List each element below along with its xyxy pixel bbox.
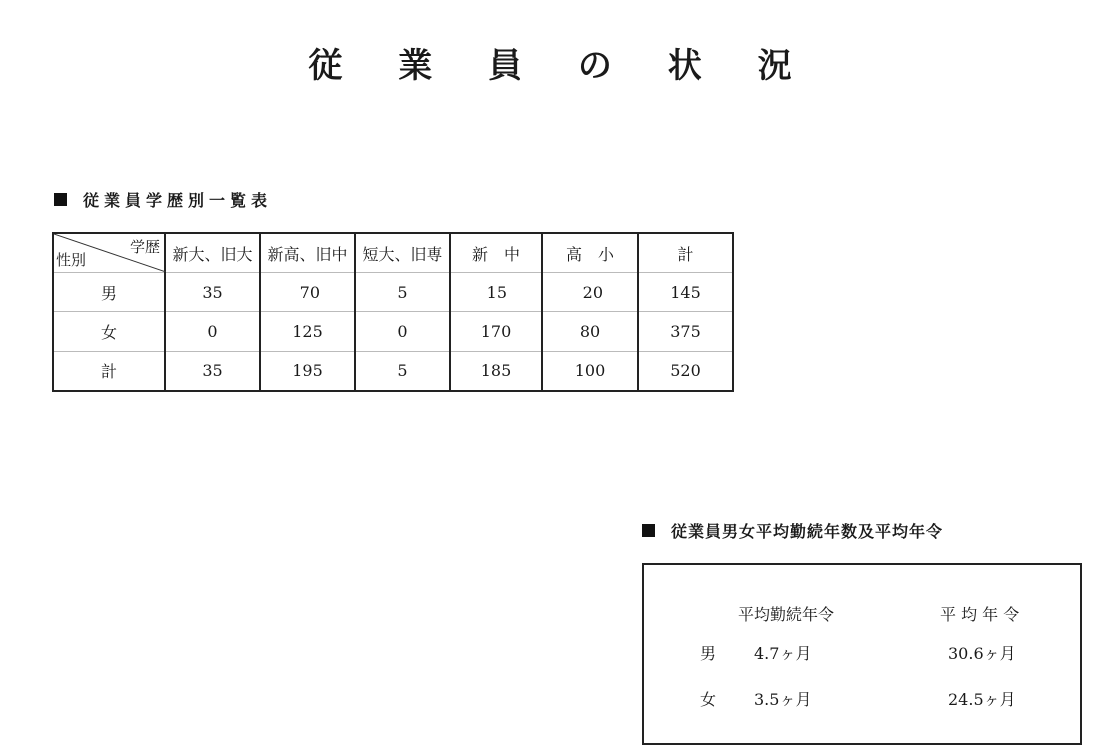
table-row [53,351,733,391]
age-value-female: 24.5ヶ月 [948,690,1016,709]
table-cell: 520 [638,351,733,391]
column-header: 新高、旧中 [260,233,355,273]
table-cell: 185 [450,351,542,391]
table-cell: 5 [355,273,450,312]
age-header: 平 均 年 令 [940,605,1020,624]
tenure-value-female: 3.5ヶ月 [754,690,812,709]
column-header: 計 [638,233,733,273]
average-table-heading [642,519,943,542]
table-cell: 0 [165,312,260,351]
table-cell: 0 [355,312,450,351]
corner-label-education: 学歴 [129,238,160,256]
table-cell: 35 [165,351,260,391]
education-table [52,232,734,392]
row-label-male: 男 [700,644,717,663]
table-header-row [53,233,733,273]
column-header: 新大、旧大 [165,233,260,273]
average-table-heading-text: 従業員男女平均勤続年数及平均年令 [671,522,944,541]
age-value-male: 30.6ヶ月 [948,644,1016,663]
corner-label-gender: 性別 [56,251,87,270]
row-label: 男 [53,273,165,312]
table-cell: 100 [542,351,638,391]
square-bullet-icon [642,524,655,537]
table-row [53,312,733,351]
row-label: 女 [53,312,165,351]
education-table-heading-text: 従業員学歴別一覧表 [83,191,273,210]
table-row [53,273,733,312]
column-header: 新 中 [450,233,542,273]
tenure-value-male: 4.7ヶ月 [754,644,812,663]
table-cell: 170 [450,312,542,351]
average-table [642,563,1082,745]
table-cell: 125 [260,312,355,351]
row-label-female: 女 [700,690,717,709]
page-title: 従 業 員 の 状 況 [308,46,814,86]
table-cell: 5 [355,351,450,391]
square-bullet-icon [54,193,67,206]
tenure-header: 平均勤続年令 [738,605,835,624]
column-header: 短大、旧専 [355,233,450,273]
table-cell: 145 [638,273,733,312]
column-header: 高 小 [542,233,638,273]
row-label: 計 [100,362,117,382]
table-cell: 70 [260,273,355,312]
table-cell: 375 [638,312,733,351]
table-cell: 15 [450,273,542,312]
education-table-heading [54,188,272,211]
table-cell: 195 [260,351,355,391]
table-cell: 20 [542,273,638,312]
table-cell: 35 [165,273,260,312]
table-corner-cell [53,233,165,273]
table-cell: 80 [542,312,638,351]
